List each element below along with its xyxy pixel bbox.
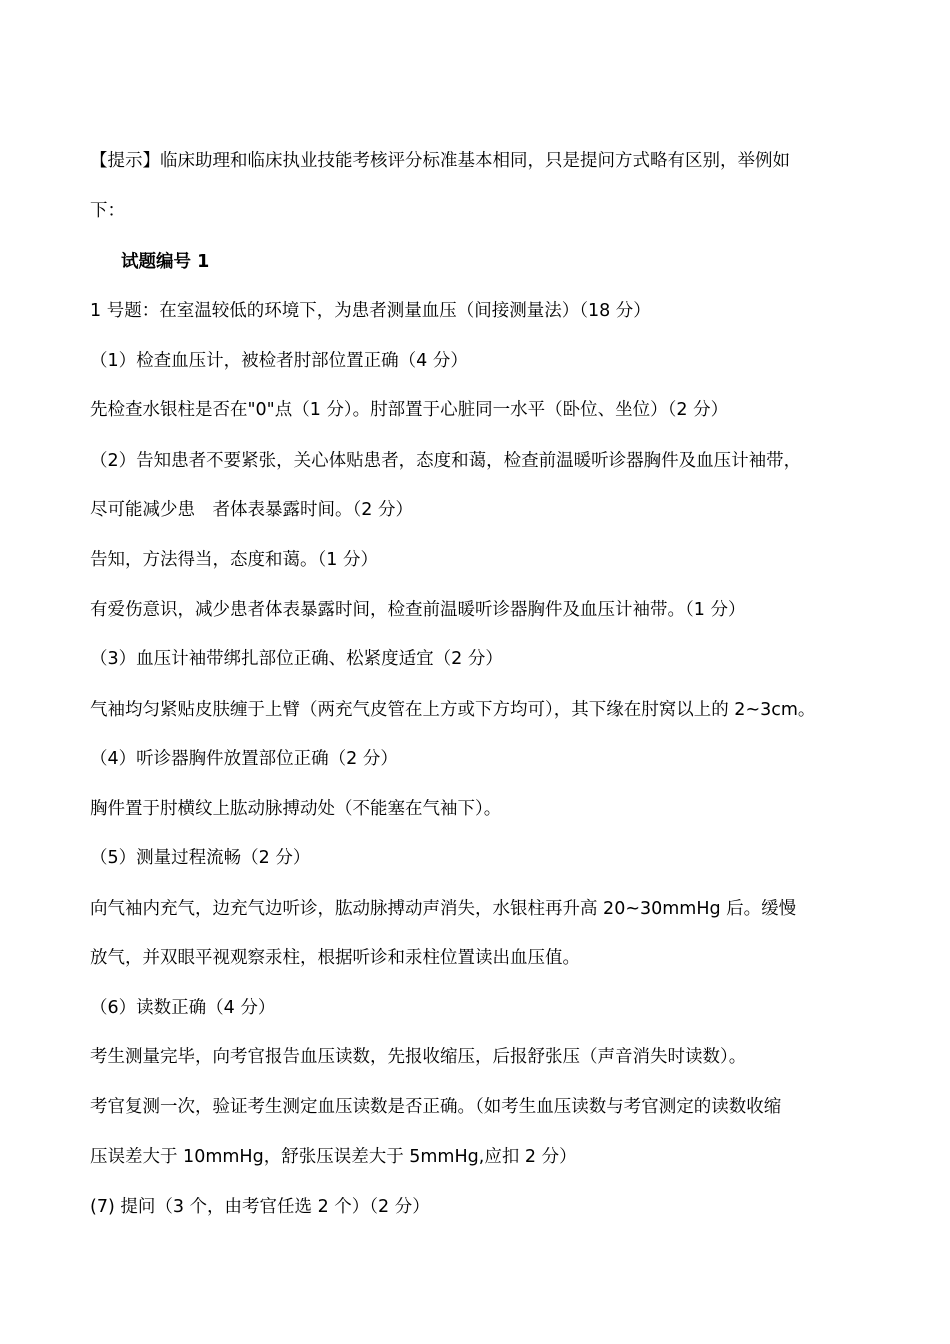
step-3-detail: 气袖均匀紧贴皮肤缠于上臂（两充气皮管在上方或下方均可），其下缘在肘窝以上的 2~3cm。 [90, 700, 816, 720]
step-6-detail-2-line-2: 压误差大于 10mmHg，舒张压误差大于 5mmHg,应扣 2 分） [90, 1147, 577, 1167]
step-7-heading: (7) 提问（3 个，由考官任选 2 个）（2 分） [90, 1197, 430, 1217]
step-3-heading: （3）血压计袖带绑扎部位正确、松紧度适宜（2 分） [90, 649, 503, 669]
step-1-detail: 先检查水银柱是否在"0"点（1 分）。肘部置于心脏同一水平（卧位、坐位）（2 分） [90, 400, 729, 420]
step-6-detail-2-line-1: 考官复测一次，验证考生测定血压读数是否正确。（如考生血压读数与考官测定的读数收缩 [90, 1097, 782, 1117]
step-6-heading: （6）读数正确（4 分） [90, 998, 276, 1018]
question-title: 1 号题：在室温较低的环境下，为患者测量血压（间接测量法）（18 分） [90, 301, 651, 321]
step-4-heading: （4）听诊器胸件放置部位正确（2 分） [90, 749, 398, 769]
step-1-heading: （1）检查血压计，被检者肘部位置正确（4 分） [90, 351, 468, 371]
step-4-detail: 胸件置于肘横纹上肱动脉搏动处（不能塞在气袖下）。 [90, 799, 502, 819]
step-2-detail-1: 告知，方法得当，态度和蔼。（1 分） [90, 550, 378, 570]
step-2-heading-line-2: 尽可能减少患 者体表暴露时间。（2 分） [90, 500, 413, 520]
question-number-heading: 试题编号 1 [121, 252, 210, 272]
hint-paragraph-line-2: 下： [90, 201, 125, 221]
hint-paragraph-line-1: 【提示】临床助理和临床执业技能考核评分标准基本相同，只是提问方式略有区别，举例如 [90, 151, 790, 171]
step-2-detail-2: 有爱伤意识，减少患者体表暴露时间，检查前温暖听诊器胸件及血压计袖带。（1 分） [90, 600, 746, 620]
step-2-heading-line-1: （2）告知患者不要紧张，关心体贴患者，态度和蔼，检查前温暖听诊器胸件及血压计袖带， [90, 451, 802, 471]
step-5-heading: （5）测量过程流畅（2 分） [90, 848, 311, 868]
step-5-detail-line-2: 放气，并双眼平视观察汞柱，根据听诊和汞柱位置读出血压值。 [90, 948, 580, 968]
step-5-detail-line-1: 向气袖内充气，边充气边听诊，肱动脉搏动声消失，水银柱再升高 20~30mmHg 后。缓慢 [90, 899, 797, 919]
step-6-detail-1: 考生测量完毕，向考官报告血压读数，先报收缩压，后报舒张压（声音消失时读数）。 [90, 1047, 747, 1067]
